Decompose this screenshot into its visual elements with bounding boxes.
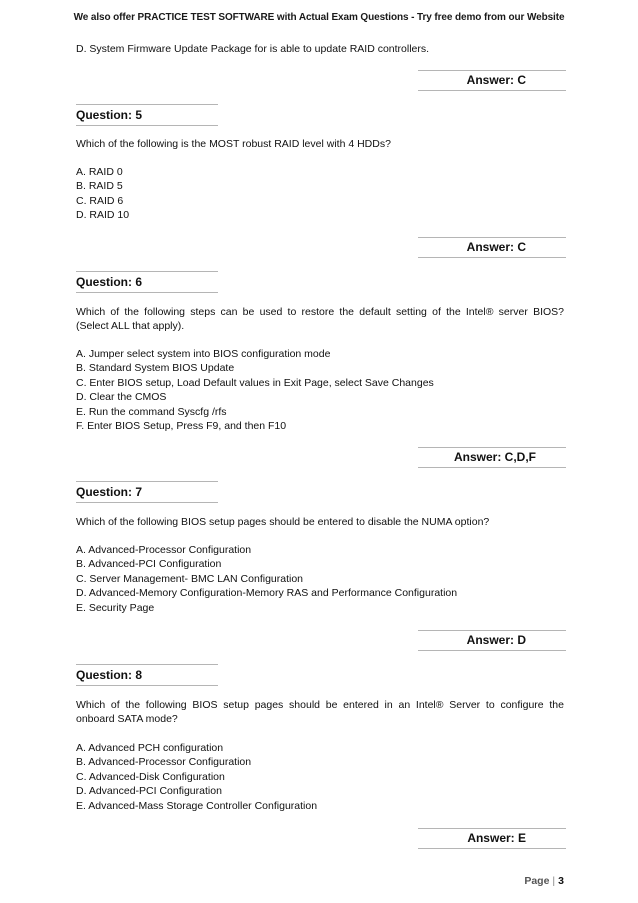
question-text-8-line-1: Which of the following BIOS setup pages should be entered in an Intel® Server to configure the (76, 699, 564, 711)
option-item: D. Advanced-PCI Configuration (76, 785, 222, 798)
question-heading-5: Question: 5 (76, 104, 218, 126)
option-item: B. Advanced-Processor Configuration (76, 756, 252, 769)
option-list-8 (76, 741, 564, 813)
answer-text: Answer: C (466, 240, 526, 254)
option-item: A. RAID 0 (76, 166, 123, 178)
answer-box-q4 (418, 70, 566, 91)
page-label: Page (524, 875, 550, 887)
answer-box-q8 (418, 828, 566, 849)
option-item: B. RAID 5 (76, 180, 123, 193)
option-item: C. Advanced-Disk Configuration (76, 770, 225, 783)
option-item: D. RAID 10 (76, 209, 130, 222)
option-item: C. Server Management- BMC LAN Configuration (76, 572, 304, 585)
option-item: E. Security Page (76, 601, 155, 614)
question-text-5: Which of the following is the MOST robust RAID level with 4 HDDs? (76, 138, 391, 150)
answer-text: Answer: C,D,F (453, 450, 536, 464)
answer-box-q6 (418, 447, 566, 468)
option-list-6 (76, 347, 564, 433)
answer-text: Answer: E (467, 831, 526, 845)
question-heading-6: Question: 6 (76, 271, 218, 293)
answer-text: Answer: C (466, 73, 526, 87)
option-item: C. Enter BIOS setup, Load Default values in Exit Page, select Save Changes (76, 376, 434, 389)
page-number: 3 (558, 875, 564, 887)
answer-box-q5 (418, 237, 566, 258)
option-item: B. Standard System BIOS Update (76, 362, 235, 375)
option-item: F. Enter BIOS Setup, Press F9, and then F10 (76, 420, 287, 433)
question-heading-8: Question: 8 (76, 664, 218, 686)
option-item: C. RAID 6 (76, 194, 124, 207)
answer-box-q7 (418, 630, 566, 651)
option-list-7 (76, 543, 564, 615)
option-item: E. Run the command Syscfg /rfs (76, 405, 227, 418)
option-item: A. Advanced-Processor Configuration (76, 544, 252, 556)
question-text-8-line-2: onboard SATA mode? (76, 713, 178, 725)
option-item: E. Advanced-Mass Storage Controller Configuration (76, 799, 318, 812)
page-footer (440, 875, 564, 887)
question-text-6-line-2: (Select ALL that apply). (76, 320, 185, 332)
page-separator: | (552, 875, 556, 887)
question-text-7: Which of the following BIOS setup pages should be entered to disable the NUMA option? (76, 516, 490, 528)
option-item: A. Jumper select system into BIOS configuration mode (76, 348, 331, 360)
question-text-6-line-1: Which of the following steps can be used to restore the default setting of the Intel® server BIOS? (76, 306, 564, 318)
option-item: A. Advanced PCH configuration (76, 742, 224, 754)
answer-text: Answer: D (466, 633, 526, 647)
option-item: D. Advanced-Memory Configuration-Memory RAS and Performance Configuration (76, 587, 458, 600)
option-item: D. Clear the CMOS (76, 391, 167, 404)
question-heading-7: Question: 7 (76, 481, 218, 503)
page-header-banner: We also offer PRACTICE TEST SOFTWARE with Actual Exam Questions - Try free demo from our Website (73, 12, 565, 23)
carryover-option: D. System Firmware Update Package for is able to update RAID controllers. (76, 43, 430, 55)
option-list-5 (76, 165, 564, 223)
option-item: B. Advanced-PCI Configuration (76, 558, 222, 571)
